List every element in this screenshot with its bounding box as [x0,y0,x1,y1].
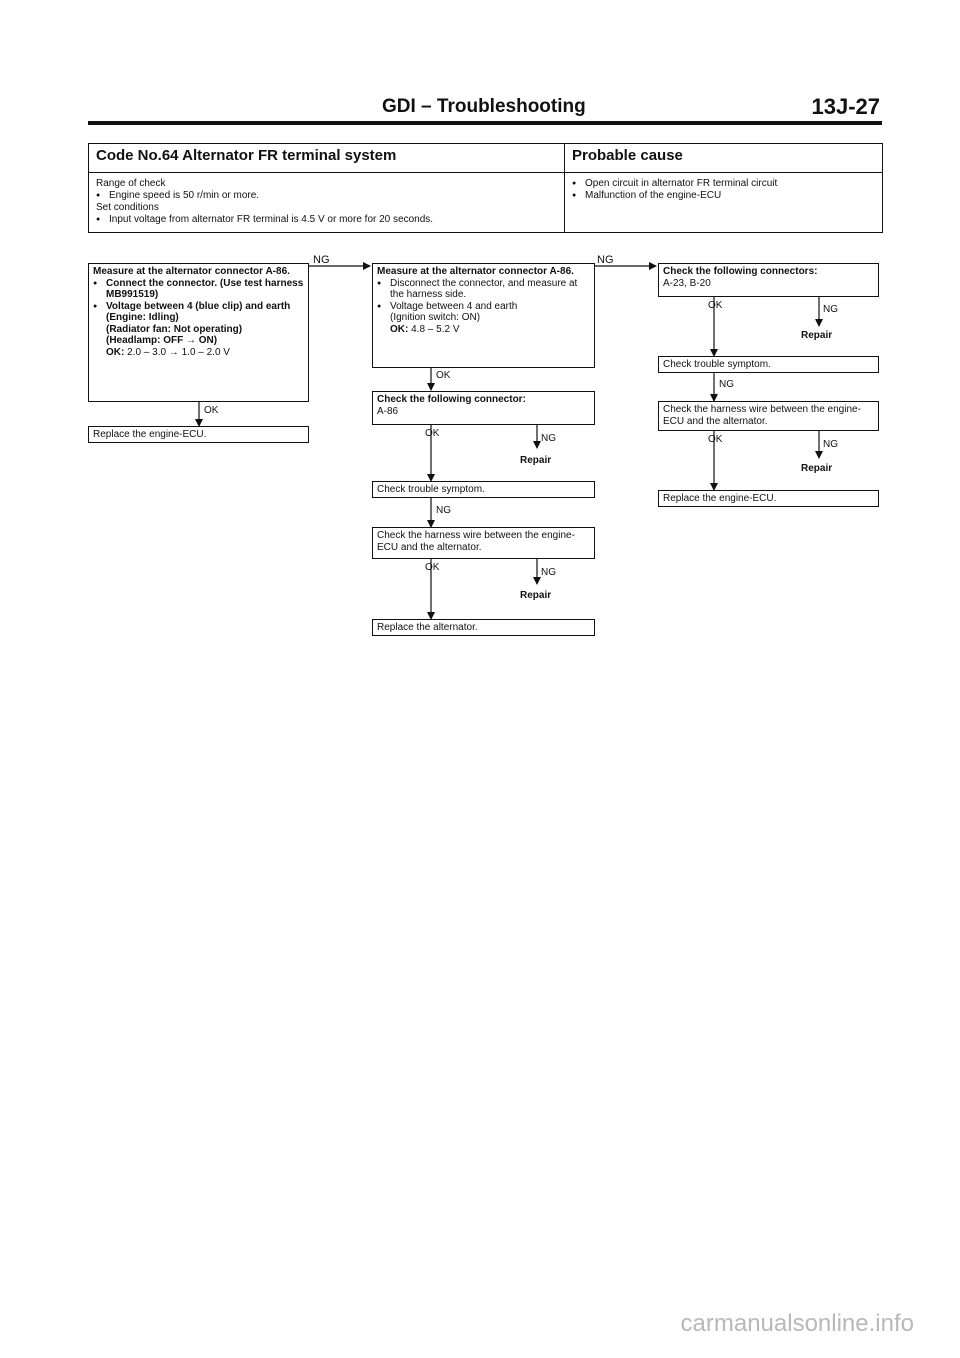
check-connectors-title: Check the following connectors: [663,266,818,277]
code-heading: Code No.64 Alternator FR terminal system [89,144,565,173]
repair-label: Repair [801,330,833,341]
ng-label: NG [541,433,556,444]
ng-label: NG [436,505,451,516]
replace-alternator-box: Replace the alternator. [372,619,595,636]
repair-label: Repair [520,590,552,601]
ok-label: OK [708,434,723,445]
ng-label: NG [719,379,734,390]
replace-ecu-box-left: Replace the engine-ECU. [88,426,309,443]
ng-label: NG [541,567,556,578]
measure-condition: (Radiator fan: Not operating) [106,323,243,335]
ok-label: OK [708,300,723,311]
range-item: ● Engine speed is 50 r/min or more. [96,190,557,202]
measure-condition: (Ignition switch: ON) [390,312,481,323]
set-item: ● Input voltage from alternator FR terminal is 4.5 V or more for 20 seconds. [96,214,557,226]
replace-ecu-box-right: Replace the engine-ECU. [658,490,879,507]
ng-label: NG [597,254,614,266]
measure-condition: (Engine: Idling) [106,312,179,323]
range-title: Range of check [96,178,166,189]
measure-condition: (Headlamp: OFF → ON) [106,335,218,346]
measure-item: ● Voltage between 4 and earth [377,301,590,313]
ok-label: OK [425,428,440,439]
ok-spec-label: OK: [106,346,125,358]
measure-item: ● Voltage between 4 (blue clip) and earth [93,301,304,313]
cause-heading: Probable cause [565,144,883,173]
check-connector-box [372,391,595,425]
page-number: 13J-27 [811,94,880,119]
ok-spec-value: 4.8 – 5.2 V [411,323,460,335]
ok-label: OK [425,562,440,573]
check-harness-box-middle: Check the harness wire between the engine-ECU and the alternator. [372,527,595,559]
check-symptom-box-middle: Check trouble symptom. [372,481,595,498]
repair-label: Repair [520,455,552,466]
measure-item: ● Connect the connector. (Use test harness MB991519) [93,278,304,301]
measure-title: Measure at the alternator connector A-86. [377,266,574,277]
check-connector-title: Check the following connector: [377,394,526,405]
check-harness-box-right: Check the harness wire between the engine-ECU and the alternator. [658,401,879,431]
watermark: carmanualsonline.info [680,1310,914,1337]
measure-title: Measure at the alternator connector A-86. [93,266,290,277]
measure-box-left [88,263,309,402]
ok-spec-value: 2.0 – 3.0 → 1.0 – 2.0 V [127,346,230,358]
ok-label: OK [204,405,219,416]
measure-item: ● Disconnect the connector, and measure at the harness side. [377,278,590,301]
ng-label: NG [313,254,330,266]
cause-item: ● Malfunction of the engine-ECU [572,190,875,202]
ok-spec-label: OK: [390,323,409,335]
set-title: Set conditions [96,202,159,213]
measure-box-middle [372,263,595,368]
cause-item: ● Open circuit in alternator FR terminal circuit [572,178,875,190]
check-connectors-box [658,263,879,297]
section-title: GDI – Troubleshooting [382,96,586,117]
check-connectors-value: A-23, B-20 [663,277,711,289]
repair-label: Repair [801,463,833,474]
check-symptom-box-right: Check trouble symptom. [658,356,879,373]
ok-label: OK [436,370,451,381]
ng-label: NG [823,439,838,450]
check-connector-value: A-86 [377,405,399,417]
ng-label: NG [823,304,838,315]
